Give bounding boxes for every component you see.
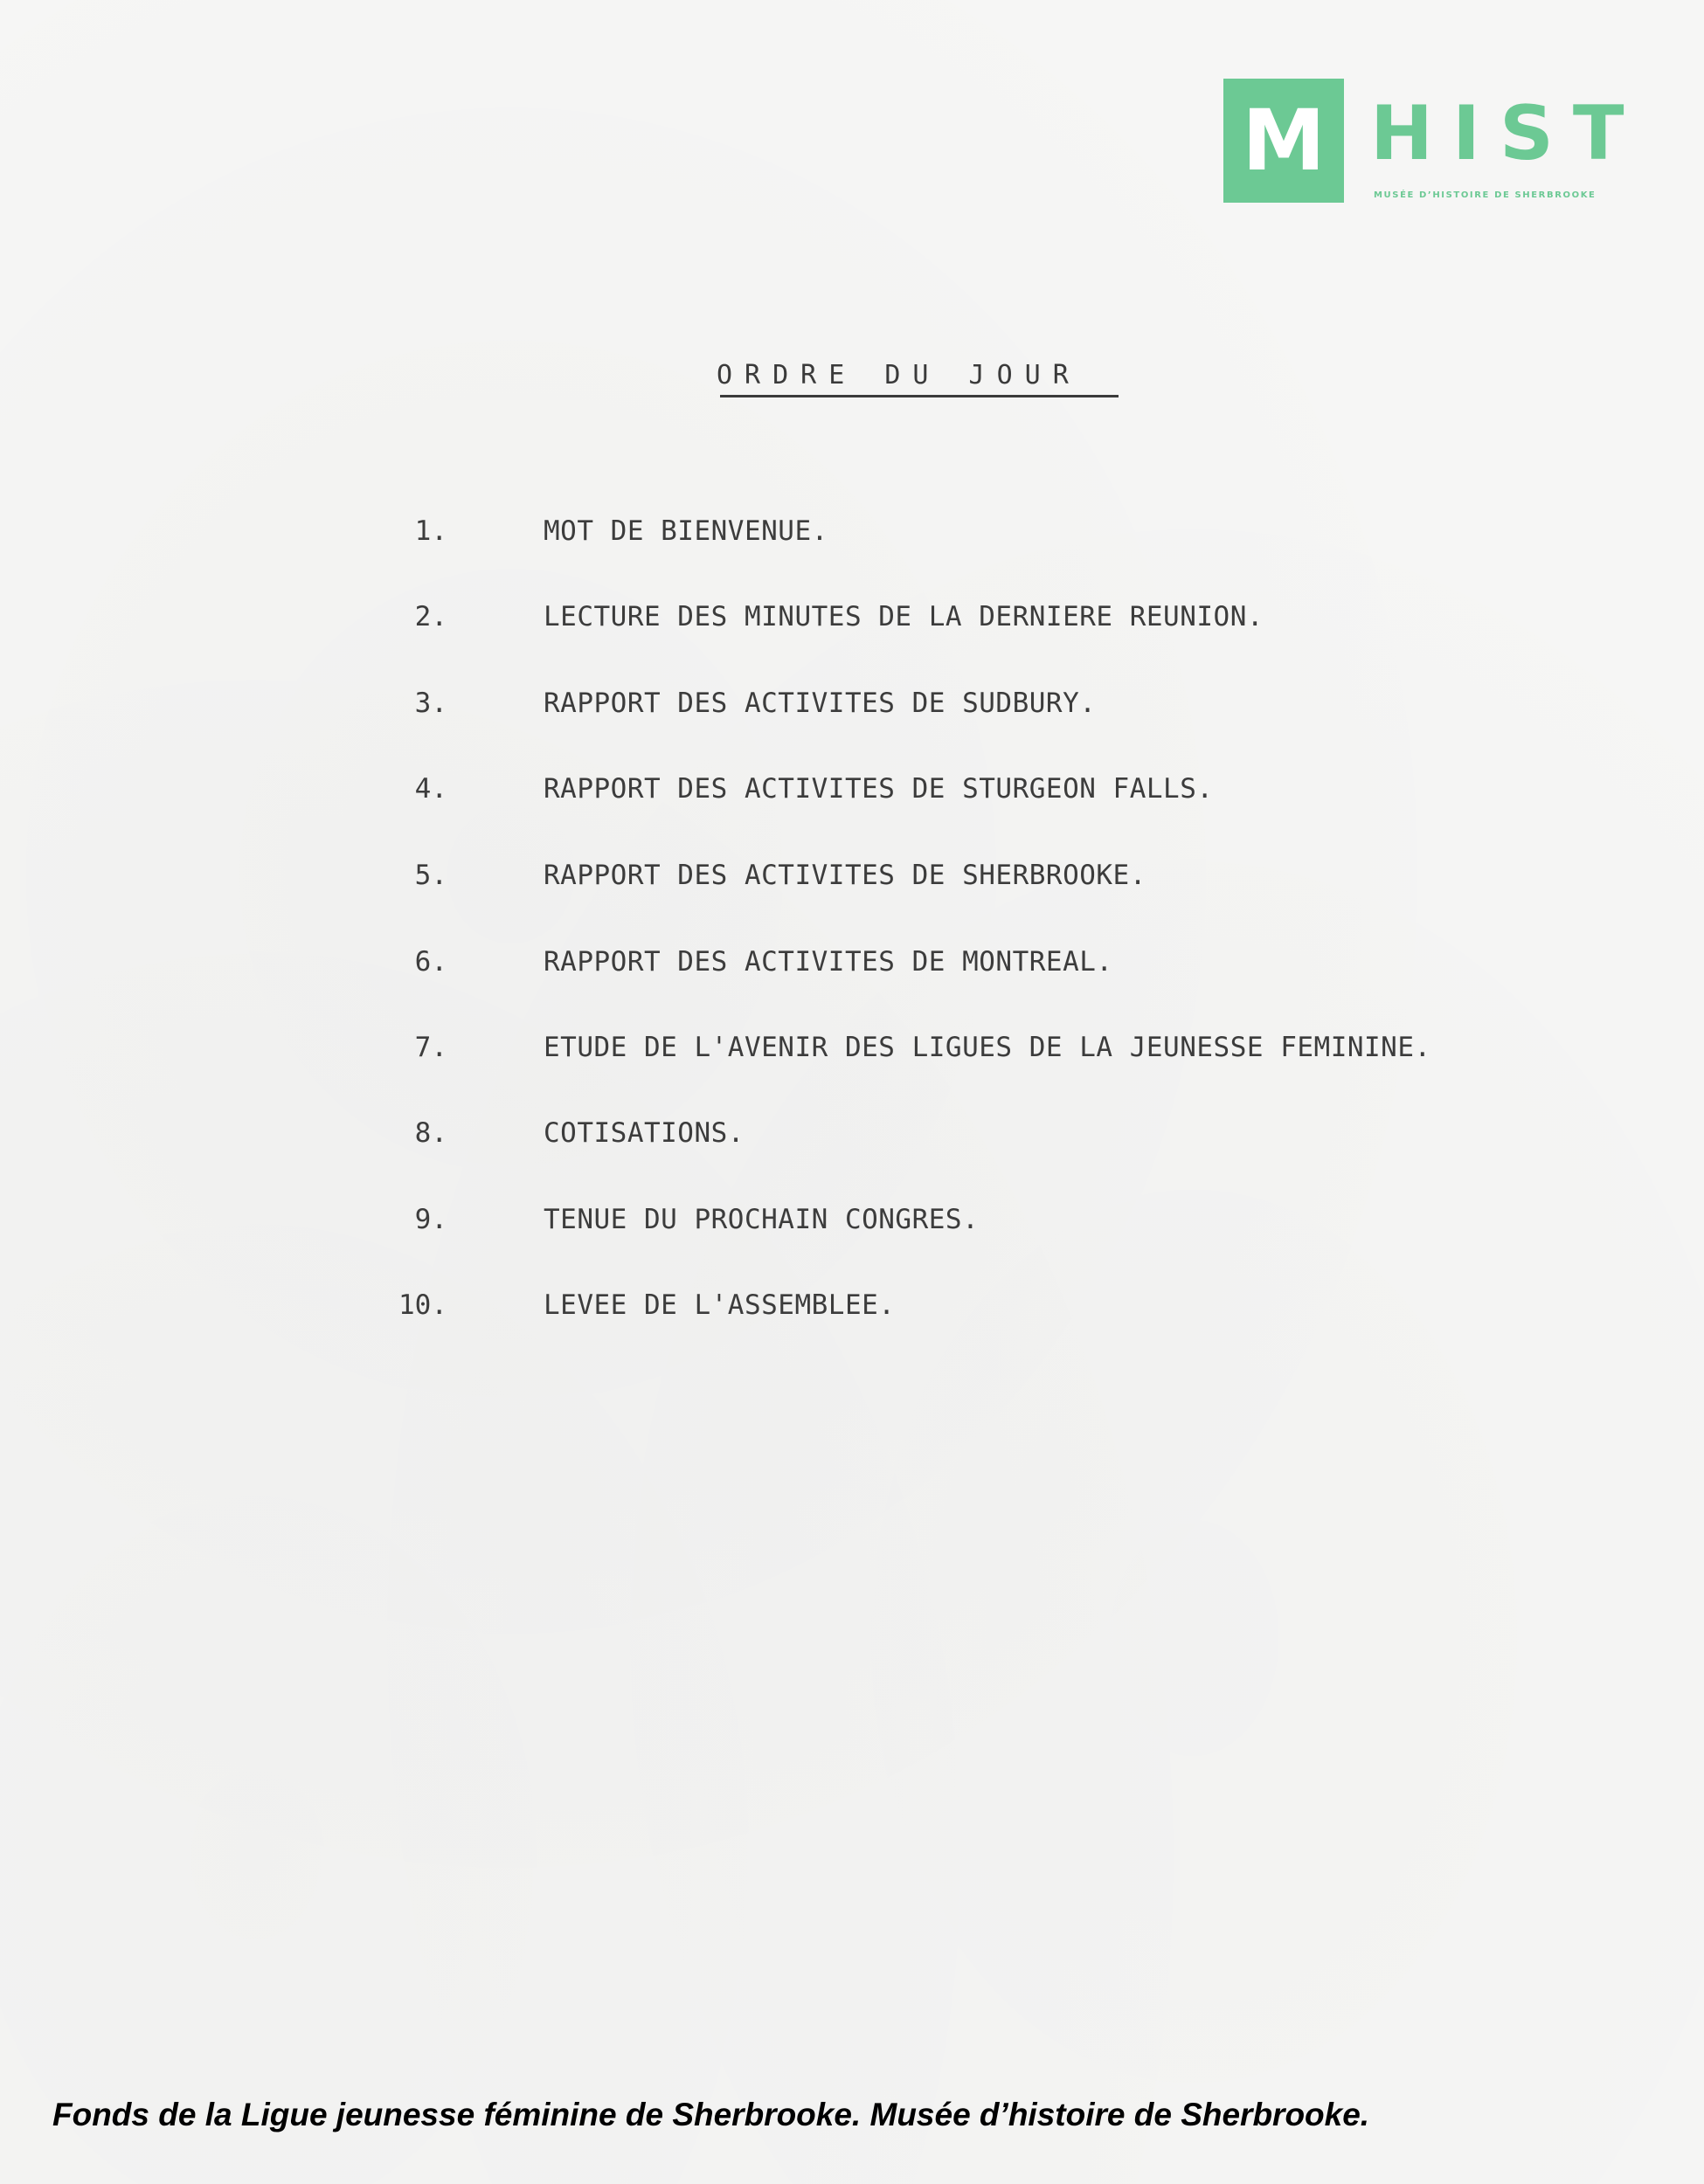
agenda-item [0, 854, 1660, 897]
logo-word: HIST [1370, 90, 1644, 177]
agenda-item [0, 1111, 1660, 1155]
agenda-item-number: 10. [398, 1289, 447, 1321]
agenda-item-text: ETUDE DE L'AVENIR DES LIGUES DE LA JEUNESSE FEMININE. [544, 1032, 1431, 1063]
agenda-item-number: 8. [414, 1117, 447, 1149]
agenda-item-text: LEVEE DE L'ASSEMBLEE. [544, 1289, 896, 1321]
agenda-item-number: 1. [414, 515, 447, 547]
agenda-item-number: 3. [414, 688, 447, 719]
agenda-item-text: MOT DE BIENVENUE. [544, 515, 828, 547]
museum-logo [1223, 79, 1644, 205]
title-underline [720, 395, 1119, 397]
agenda-item-text: TENUE DU PROCHAIN CONGRES. [544, 1204, 980, 1235]
agenda-item-number: 2. [414, 601, 447, 632]
agenda-item [0, 1198, 1660, 1241]
document-title: ORDRE DU JOUR [717, 360, 1081, 390]
logo-tagline: MUSÉE D’HISTOIRE DE SHERBROOKE [1374, 190, 1597, 200]
agenda-item-text: LECTURE DES MINUTES DE LA DERNIERE REUNION. [544, 601, 1264, 632]
agenda-item-text: RAPPORT DES ACTIVITES DE SUDBURY. [544, 688, 1097, 719]
agenda-item [0, 767, 1660, 811]
agenda-item [0, 940, 1660, 984]
agenda-item-text: RAPPORT DES ACTIVITES DE STURGEON FALLS. [544, 773, 1214, 805]
agenda-item-text: RAPPORT DES ACTIVITES DE MONTREAL. [544, 946, 1113, 978]
agenda-item-number: 9. [414, 1204, 447, 1235]
agenda-item [0, 1026, 1660, 1069]
logo-letter-box: M [1223, 79, 1344, 203]
agenda-item-number: 6. [414, 946, 447, 978]
agenda-item [0, 681, 1660, 725]
agenda-item-text: COTISATIONS. [544, 1117, 745, 1149]
agenda-item-number: 4. [414, 773, 447, 805]
agenda-item-text: RAPPORT DES ACTIVITES DE SHERBROOKE. [544, 860, 1146, 891]
source-credit: Fonds de la Ligue jeunesse féminine de Sherbrooke. Musée d’histoire de Sherbrooke. [52, 2097, 1370, 2132]
agenda-item-number: 5. [414, 860, 447, 891]
agenda-item [0, 595, 1660, 639]
agenda-item [0, 1283, 1660, 1327]
agenda-item-number: 7. [414, 1032, 447, 1063]
agenda-item [0, 509, 1660, 553]
